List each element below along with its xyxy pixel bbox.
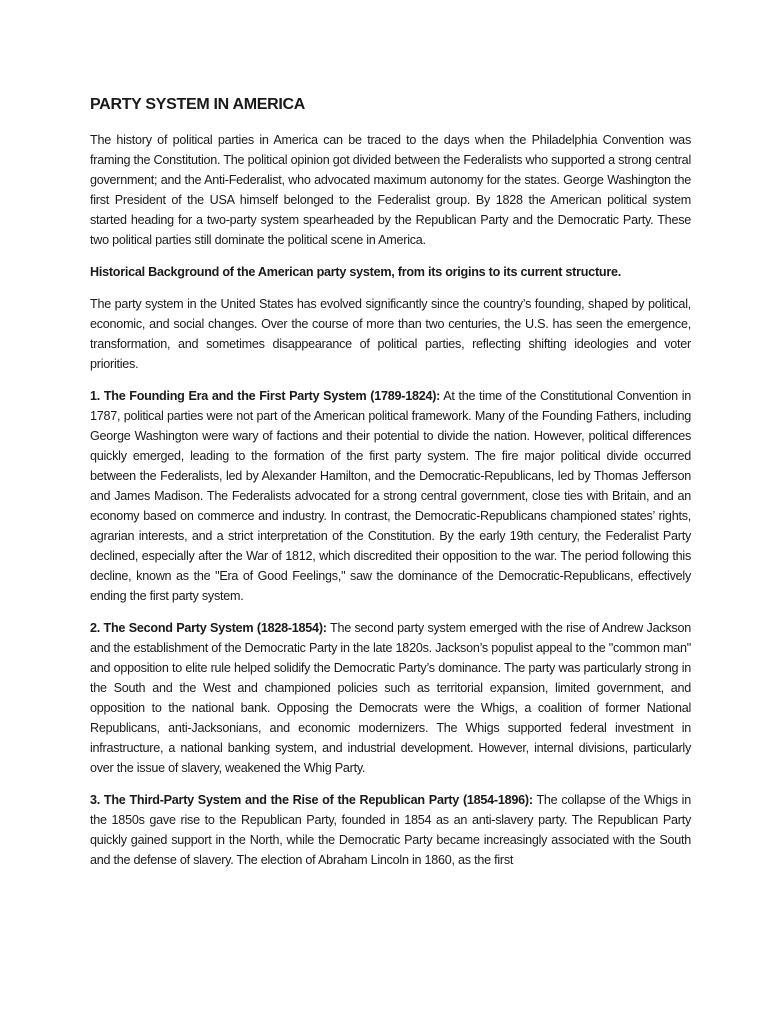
section-label: 3. The Third-Party System and the Rise of the Republican Party (1854-1896): <box>90 793 533 807</box>
section-label: 1. The Founding Era and the First Party System (1789-1824): <box>90 389 441 403</box>
document-title: PARTY SYSTEM IN AMERICA <box>90 96 306 113</box>
section-text: At the time of the Constitutional Convention in 1787, political parties were not part of the American political framework. Many of the Founding Fathers, including George Washington were wary of factions and their potential to divide the nation. However, political differences quickly emerged, leading to the formation of the first party system. The fire major political divide occurred between the Federalists, led by Alexander Hamilton, and the Democratic-Republicans, led by Thomas Jefferson and James Madison. The Federalists advocated for a strong central government, close ties with Britain, and an economy based on commerce and industry. In contrast, the Democratic-Republicans championed states’ rights, agrarian interests, and a strict interpretation of the Constitution. By the early 19th century, the Federalist Party declined, especially after the War of 1812, which discredited their opposition to the war. The period following this decline, known as the "Era of Good Feelings," saw the dominance of the Democratic-Republicans, effectively ending the first party system. <box>90 389 691 603</box>
section-paragraph-3 <box>90 790 691 870</box>
subheading <box>90 262 691 282</box>
document-page <box>90 94 691 882</box>
section-text: The collapse of the Whigs in the 1850s gave rise to the Republican Party, founded in 1854 as an anti-slavery party. The Republican Party quickly gained support in the North, while the Democratic Party became increasingly associated with the South and the defense of slavery. The election of Abraham Lincoln in 1860, as the first <box>90 793 691 867</box>
section-paragraph-1 <box>90 386 691 606</box>
intro-paragraph: The history of political parties in America can be traced to the days when the Philadelphia Convention was framing the Constitution. The political opinion got divided between the Federalists who supported a strong central government; and the Anti-Federalist, who advocated maximum autonomy for the states. George Washington the first President of the USA himself belonged to the Federalist group. By 1828 the American political system started heading for a two-party system spearheaded by the Republican Party and the Democratic Party. These two political parties still dominate the political scene in America. <box>90 133 691 247</box>
section-paragraph-2 <box>90 618 691 778</box>
overview-paragraph: The party system in the United States has evolved significantly since the country’s founding, shaped by political, economic, and social changes. Over the course of more than two centuries, the U.S. has seen the emergence, transformation, and sometimes disappearance of political parties, reflecting shifting ideologies and voter priorities. <box>90 297 691 371</box>
section-text: The second party system emerged with the rise of Andrew Jackson and the establishment of the Democratic Party in the late 1820s. Jackson’s populist appeal to the "common man" and opposition to elite rule helped solidify the Democratic Party’s dominance. The party was particularly strong in the South and the West and championed policies such as territorial expansion, limited government, and opposition to the national bank. Opposing the Democrats were the Whigs, a coalition of former National Republicans, anti-Jacksonians, and economic modernizers. The Whigs supported federal investment in infrastructure, a national banking system, and industrial development. However, internal divisions, particularly over the issue of slavery, weakened the Whig Party. <box>90 621 691 775</box>
subheading-text: Historical Background of the American party system, from its origins to its current structure. <box>90 265 621 279</box>
section-label: 2. The Second Party System (1828-1854): <box>90 621 327 635</box>
